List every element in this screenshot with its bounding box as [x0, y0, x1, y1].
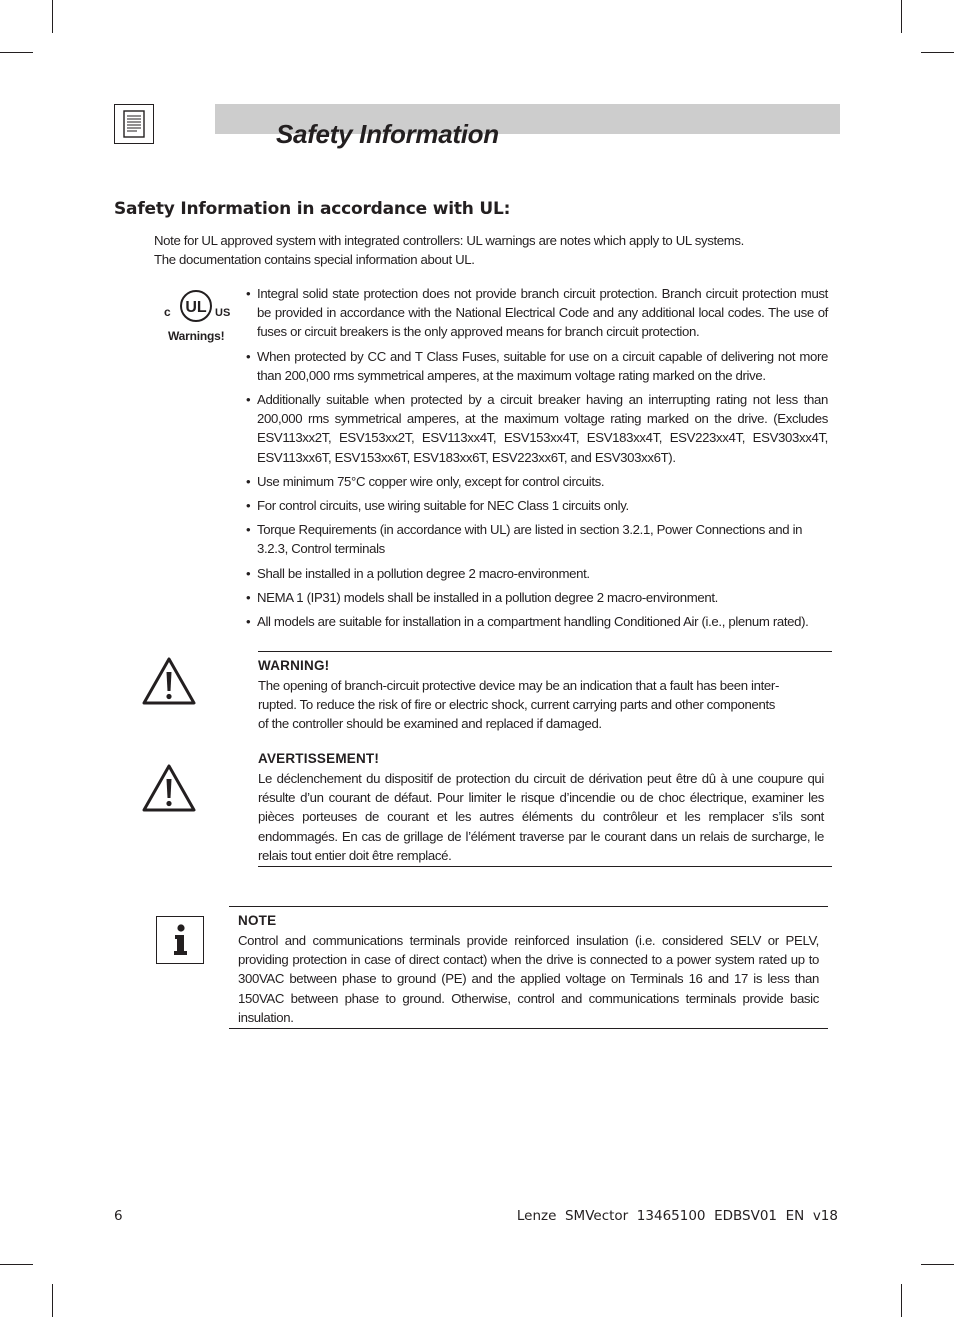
document-id: Lenze SMVector 13465100 EDBSV01 EN v18	[516, 1208, 838, 1224]
crop-mark	[52, 1284, 53, 1317]
divider	[229, 906, 828, 907]
document-icon	[114, 104, 154, 144]
divider	[258, 651, 832, 652]
intro-line: The documentation contains special information about UL.	[154, 252, 475, 267]
warning-text-line: of the controller should be examined and replaced if damaged.	[258, 716, 602, 731]
list-item: • NEMA 1 (IP31) models shall be installed in a pollution degree 2 macro-environment.	[246, 588, 828, 607]
list-item: • Shall be installed in a pollution degree 2 macro-environment.	[246, 564, 828, 583]
crop-mark	[921, 1264, 954, 1265]
divider	[258, 866, 832, 867]
warning-text-line: rupted. To reduce the risk of fire or electric shock, current carrying parts and other components	[258, 697, 776, 712]
ul-requirements-list	[246, 284, 828, 636]
crop-mark	[921, 52, 954, 53]
crop-mark	[0, 52, 33, 53]
ul-us-mark: US	[215, 307, 231, 319]
info-icon	[156, 916, 204, 964]
crop-mark	[0, 1264, 33, 1265]
list-item: • Integral solid state protection does not provide branch circuit protection. Branch circuit protection must be provided in accordance with the National Electrical Code and any additional local codes. The use of fuses or circuit breakers is the only approved means for branch circuit protection.	[246, 284, 828, 342]
crop-mark	[901, 0, 902, 33]
section-heading: Safety Information in accordance with UL:	[114, 199, 511, 219]
ul-mark: UL	[185, 299, 207, 316]
page-number: 6	[114, 1208, 123, 1224]
divider	[229, 1028, 828, 1029]
warning-text-line: The opening of branch-circuit protective device may be an indication that a fault has been inter-	[258, 678, 779, 693]
list-item: • When protected by CC and T Class Fuses, suitable for use on a circuit capable of delivering not more than 200,000 rms symmetrical amperes, at the maximum voltage rating marked on the drive.	[246, 347, 828, 385]
note-text: Control and communications terminals provide reinforced insulation (i.e. considered SELV or PELV, providing protection in case of direct contact) when the drive is connected to a power system rated up to 300VAC between phase to ground (PE) and the applied voltage on Terminals 16 and 17 is less than 150VAC between phase to ground. Otherwise, control and communications terminals provide basic insulation.	[238, 933, 819, 1025]
avertissement-text: Le déclenchement du dispositif de protection du circuit de dérivation peut être dû à une coupure qui résulte d’un courant de défaut. Pour limiter le risque d’incendie ou de choc électrique, examiner les pièces porteuses de courant et les autres éléments du contrôleur et les remplacer s’ils sont endommagés. En cas de grillage de l’élément traverse par le courant dans un relais de surcharge, le relais tout entier doit être remplacé.	[258, 771, 824, 863]
warning-title: WARNING!	[258, 658, 330, 673]
warning-triangle-icon	[141, 656, 197, 711]
intro-line: Note for UL approved system with integrated controllers: UL warnings are notes which apply to UL systems.	[154, 233, 744, 248]
list-item: • All models are suitable for installation in a compartment handling Conditioned Air (i.e., plenum rated).	[246, 612, 828, 631]
list-item: • Additionally suitable when protected by a circuit breaker having an interrupting rating not less than 200,000 rms symmetrical amperes, at the maximum voltage rating marked on the drive. (Excludes ESV113xx2T, ESV153xx2T, ESV113xx4T, ESV153xx4T, ESV183xx4T, ESV223xx4T, ESV303xx4T, ESV113xx6T, ESV153xx6T, ESV183xx6T, ESV223xx6T, and ESV303xx6T).	[246, 390, 828, 467]
warning-triangle-icon	[141, 763, 197, 818]
crop-mark	[52, 0, 53, 33]
ul-logo	[162, 289, 232, 345]
note-title: NOTE	[238, 913, 277, 928]
list-item: • Use minimum 75°C copper wire only, except for control circuits.	[246, 472, 828, 491]
ul-c-mark: c	[164, 305, 171, 319]
page-title: Safety Information	[276, 119, 499, 149]
crop-mark	[901, 1284, 902, 1317]
list-item: • For control circuits, use wiring suitable for NEC Class 1 circuits only.	[246, 496, 828, 515]
avertissement-title: AVERTISSEMENT!	[258, 751, 380, 766]
ul-caption: Warnings!	[168, 329, 225, 343]
list-item: • Torque Requirements (in accordance with UL) are listed in section 3.2.1, Power Connections and in 3.2.3, Control terminals	[246, 520, 828, 558]
